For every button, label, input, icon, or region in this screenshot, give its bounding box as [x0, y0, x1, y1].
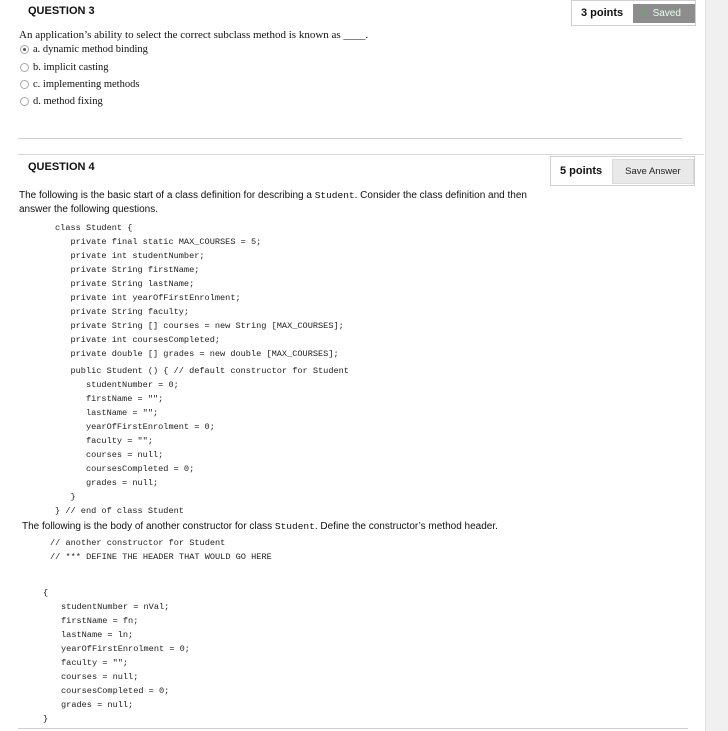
intro-text: The following is the basic start of a class definition for describing a [19, 190, 315, 201]
option-label[interactable]: d. method fixing [33, 96, 103, 107]
question-4-points: 5 points [560, 165, 603, 177]
answer-area-divider [18, 728, 688, 729]
constructor-body-line: yearOfFirstEnrolment = 0; [61, 644, 190, 654]
code-line: } [55, 492, 76, 502]
body-text-end: . Define the constructor’s method header. [314, 521, 498, 532]
saved-label: Saved [652, 7, 681, 19]
code-line: faculty = ""; [55, 436, 153, 446]
code-line: yearOfFirstEnrolment = 0; [55, 422, 215, 432]
code-line: private String faculty; [55, 307, 190, 317]
code-line: } // end of class Student [55, 506, 184, 516]
option-label[interactable]: b. implicit casting [33, 62, 109, 73]
question-4-intro [19, 189, 529, 217]
comment-line: // another constructor for Student [50, 538, 226, 548]
radio-button[interactable] [20, 97, 29, 106]
save-answer-button[interactable]: Save Answer [612, 159, 693, 184]
question-divider [18, 138, 682, 139]
constructor-body-line: grades = null; [61, 700, 134, 710]
code-line: private String lastName; [55, 279, 195, 289]
code-line: private String firstName; [55, 265, 200, 275]
question-4-header-line [18, 154, 704, 155]
question-3-prompt: An application’s ability to select the correct subclass method is known as ____. [19, 29, 369, 41]
intro-inline-code: Student [314, 190, 355, 201]
close-brace: } [43, 714, 49, 724]
intro-text-end: . Consider the class definition and then answer the following questions. [19, 190, 527, 215]
option-d[interactable] [20, 96, 103, 107]
code-line: firstName = ""; [55, 394, 164, 404]
option-b[interactable] [20, 62, 109, 73]
body-inline-code: Student [274, 521, 315, 532]
code-line: studentNumber = 0; [55, 380, 179, 390]
option-c[interactable] [20, 79, 139, 90]
body-text: The following is the body of another constructor for class [22, 521, 275, 532]
question-3-title: QUESTION 3 [28, 5, 95, 17]
code-line: lastName = ""; [55, 408, 159, 418]
constructor-body-line: lastName = ln; [61, 630, 134, 640]
constructor-body-line: firstName = fn; [61, 616, 139, 626]
code-line: courses = null; [55, 450, 164, 460]
comment-line: // *** DEFINE THE HEADER THAT WOULD GO HERE [50, 552, 272, 562]
constructor-body-line: coursesCompleted = 0; [61, 686, 170, 696]
open-brace: { [43, 588, 49, 598]
question-4-body-prompt [22, 521, 498, 532]
code-line: coursesCompleted = 0; [55, 464, 195, 474]
question-3-points-panel [571, 0, 696, 26]
code-line: grades = null; [55, 478, 159, 488]
code-line: private String [] courses = new String [MAX_COURSES]; [55, 321, 344, 331]
constructor-body-line: studentNumber = nVal; [61, 602, 170, 612]
radio-button-selected[interactable] [20, 45, 29, 54]
constructor-body-line: faculty = ""; [61, 658, 129, 668]
check-icon: ✓ [641, 7, 650, 19]
question-3-points: 3 points [581, 7, 624, 19]
code-line: public Student () { // default constructor for Student [55, 366, 349, 376]
question-4-points-panel [550, 156, 695, 186]
radio-button[interactable] [20, 63, 29, 72]
option-label[interactable]: c. implementing methods [33, 79, 140, 90]
option-a[interactable] [20, 44, 148, 55]
page-scrollbar[interactable] [705, 0, 728, 731]
code-line: private int studentNumber; [55, 251, 205, 261]
code-line: class Student { [55, 223, 133, 233]
option-label[interactable]: a. dynamic method binding [33, 44, 148, 55]
radio-button[interactable] [20, 80, 29, 89]
code-line: private double [] grades = new double [MAX_COURSES]; [55, 349, 339, 359]
code-line: private final static MAX_COURSES = 5; [55, 237, 262, 247]
constructor-body-line: courses = null; [61, 672, 139, 682]
code-line: private int yearOfFirstEnrolment; [55, 293, 241, 303]
code-line: private int coursesCompleted; [55, 335, 221, 345]
saved-status-badge [633, 4, 695, 23]
question-4-title: QUESTION 4 [28, 161, 95, 173]
